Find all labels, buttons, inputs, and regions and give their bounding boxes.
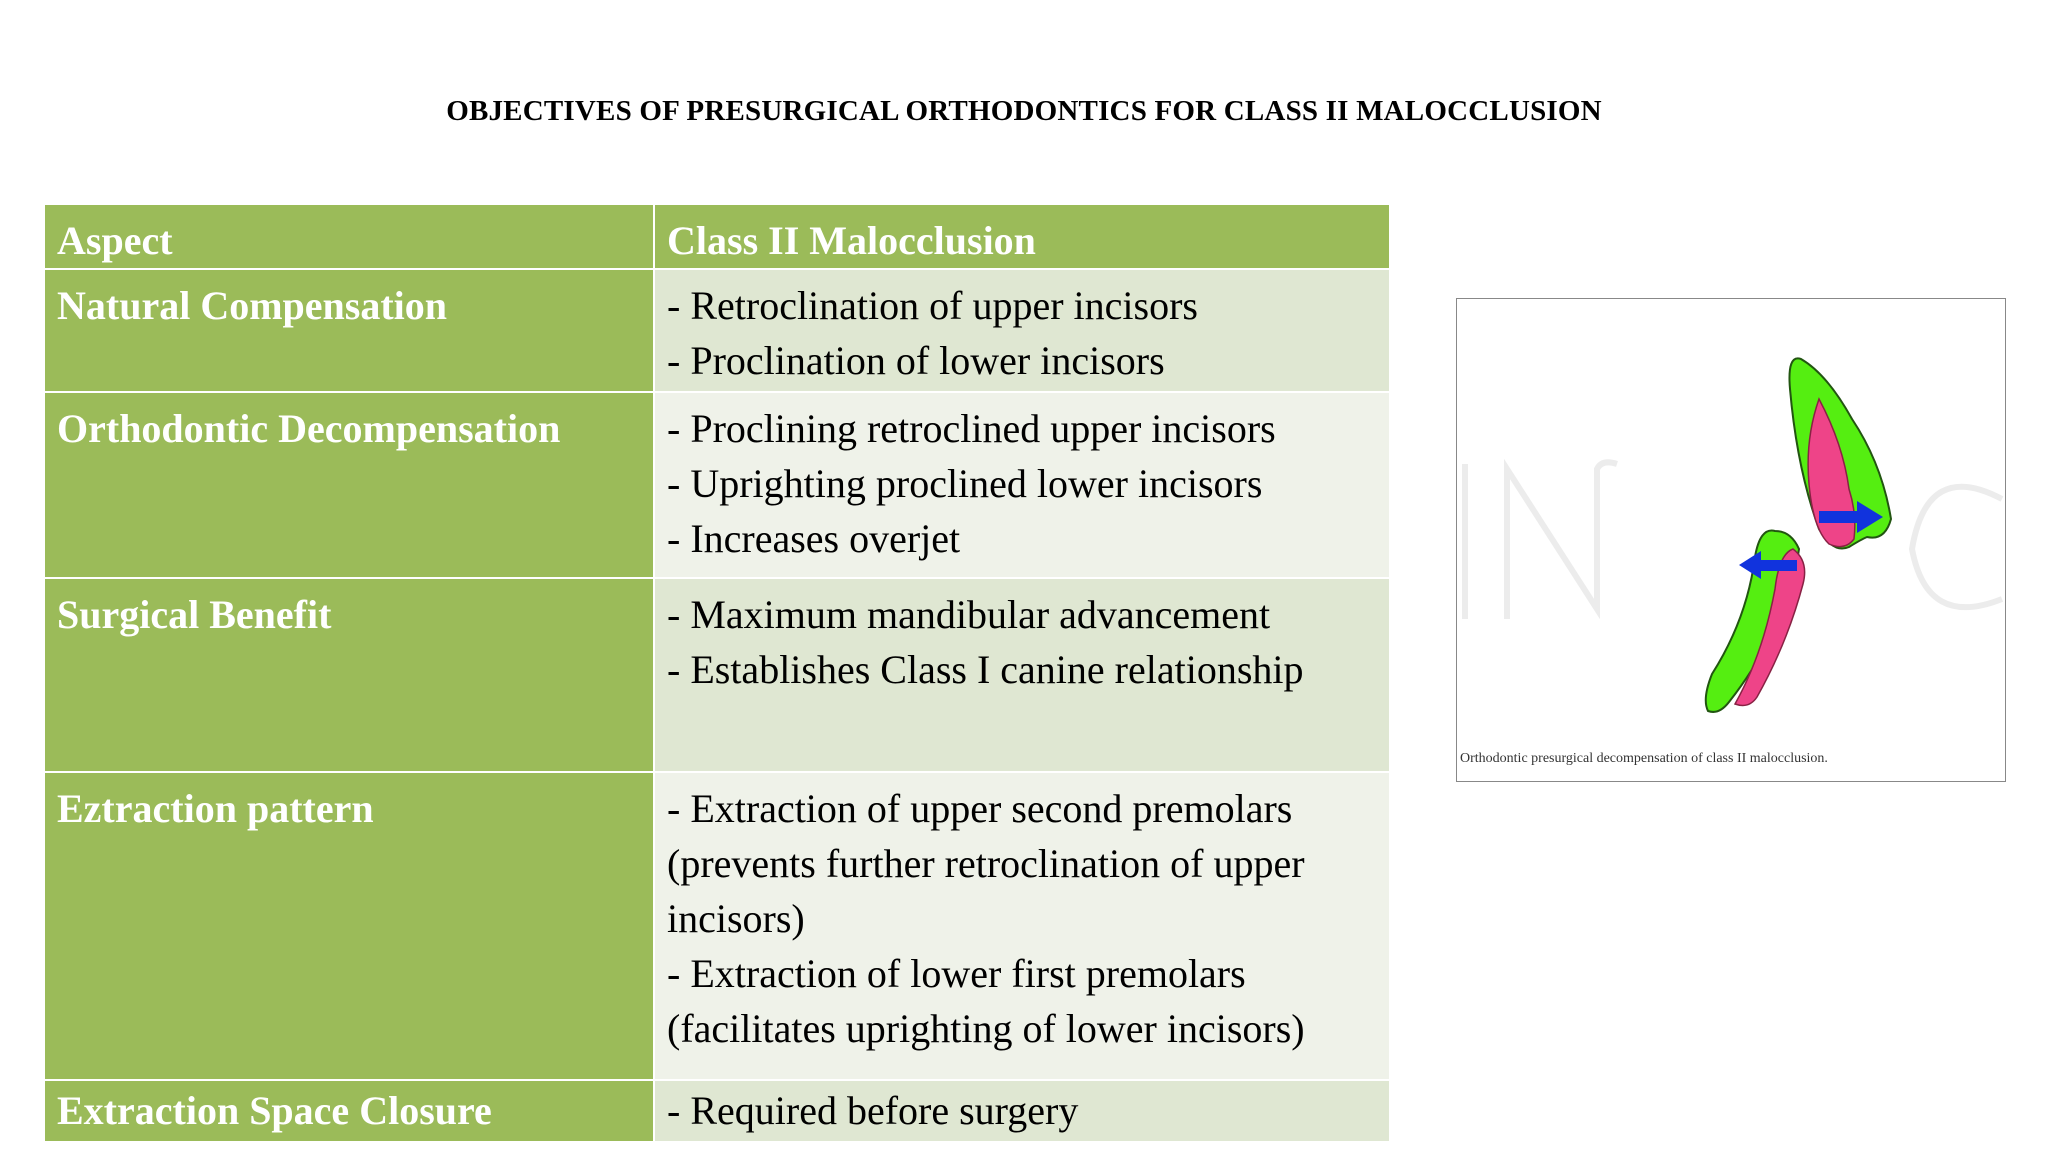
incisor-illustration	[1457, 299, 2007, 783]
decompensation-figure	[1456, 298, 2006, 782]
description-line: (facilitates uprighting of lower incisors)	[667, 1006, 1305, 1051]
description-line: (prevents further retroclination of upper	[667, 841, 1305, 886]
row-aspect: Natural Compensation	[44, 269, 654, 392]
row-description	[654, 1080, 1390, 1142]
description-line: - Establishes Class I canine relationship	[667, 647, 1304, 692]
watermark-graphic	[1465, 462, 2002, 619]
row-aspect: Eztraction pattern	[44, 772, 654, 1080]
table-row	[44, 1080, 1390, 1142]
description-line: - Retroclination of upper incisors	[667, 283, 1198, 328]
row-aspect: Extraction Space Closure	[44, 1080, 654, 1142]
table-row	[44, 392, 1390, 578]
figure-caption: Orthodontic presurgical decompensation of class II malocclusion.	[1460, 751, 1828, 766]
description-line: - Proclination of lower incisors	[667, 338, 1165, 383]
description-line: - Required before surgery	[667, 1088, 1079, 1133]
table-header-row	[44, 204, 1390, 269]
header-aspect: Aspect	[44, 204, 654, 269]
row-aspect: Surgical Benefit	[44, 578, 654, 772]
table-row	[44, 578, 1390, 772]
header-class-ii: Class II Malocclusion	[654, 204, 1390, 269]
row-aspect: Orthodontic Decompensation	[44, 392, 654, 578]
row-description	[654, 772, 1390, 1080]
description-line: - Uprighting proclined lower incisors	[667, 461, 1263, 506]
row-description	[654, 269, 1390, 392]
row-description	[654, 578, 1390, 772]
table-row	[44, 772, 1390, 1080]
objectives-table	[43, 203, 1391, 1143]
slide-title: OBJECTIVES OF PRESURGICAL ORTHODONTICS FOR CLASS II MALOCCLUSION	[446, 95, 1602, 127]
description-line: incisors)	[667, 896, 805, 941]
description-line: - Extraction of lower first premolars	[667, 951, 1246, 996]
description-line: - Proclining retroclined upper incisors	[667, 406, 1276, 451]
row-description	[654, 392, 1390, 578]
description-line: - Increases overjet	[667, 516, 961, 561]
description-line: - Extraction of upper second premolars	[667, 786, 1293, 831]
table-row	[44, 269, 1390, 392]
description-line: - Maximum mandibular advancement	[667, 592, 1271, 637]
